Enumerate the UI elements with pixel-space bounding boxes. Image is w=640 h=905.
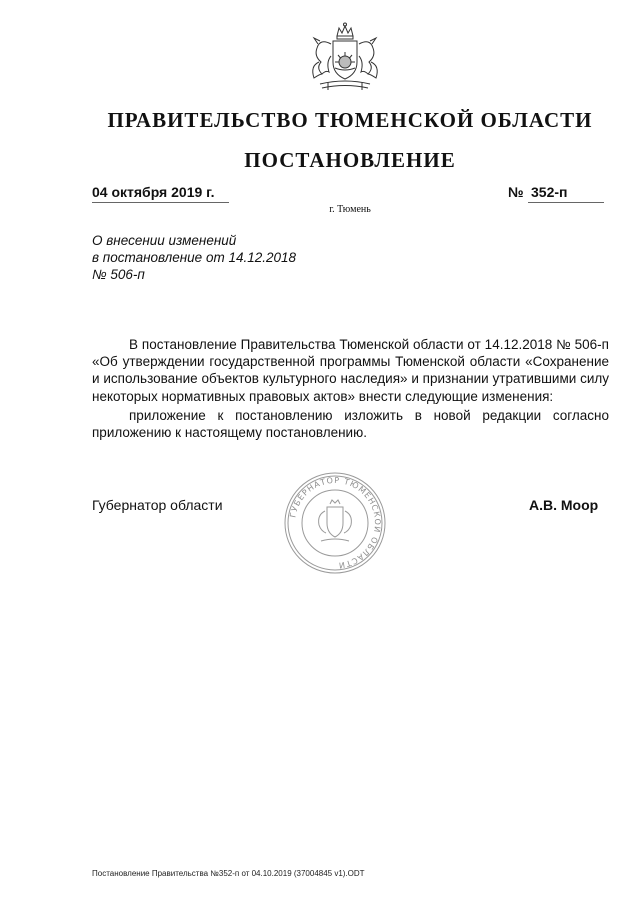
document-subject	[92, 232, 332, 283]
coat-of-arms-icon	[302, 22, 388, 96]
signatory-name: А.В. Моор	[529, 497, 599, 513]
body-paragraph: приложение к постановлению изложить в новой редакции согласно приложению к настоящему постановлению.	[92, 407, 609, 441]
number-mark: №	[508, 184, 524, 200]
document-body	[92, 336, 609, 441]
body-paragraph: В постановление Правительства Тюменской области от 14.12.2018 № 506-п «Об утверждении государственной программы Тюменской области «Сохранение и использование объектов культурного наследия» и признании утратившими силу некоторых нормативных правовых актов» внести следующие изменения:	[92, 337, 609, 404]
document-footer: Постановление Правительства №352-п от 04.10.2019 (37004845 v1).ODT	[92, 869, 365, 878]
document-date: 04 октября 2019 г.	[92, 184, 215, 200]
number-underline	[528, 202, 604, 203]
subject-line: № 506-п	[92, 267, 145, 282]
subject-line: в постановление от 14.12.2018	[92, 250, 297, 265]
date-underline	[92, 202, 229, 203]
government-title: ПРАВИТЕЛЬСТВО ТЮМЕНСКОЙ ОБЛАСТИ	[107, 108, 593, 132]
document-type-title: ПОСТАНОВЛЕНИЕ	[244, 148, 456, 172]
document-number: 352-п	[531, 184, 568, 200]
document-city: г. Тюмень	[329, 204, 371, 215]
signatory-title: Губернатор области	[92, 497, 223, 513]
subject-line: О внесении изменений	[92, 233, 237, 248]
seal-ring-text: ГУБЕРНАТОР ТЮМЕНСКОЙ ОБЛАСТИ	[288, 475, 383, 570]
governor-seal-stamp	[283, 471, 387, 575]
